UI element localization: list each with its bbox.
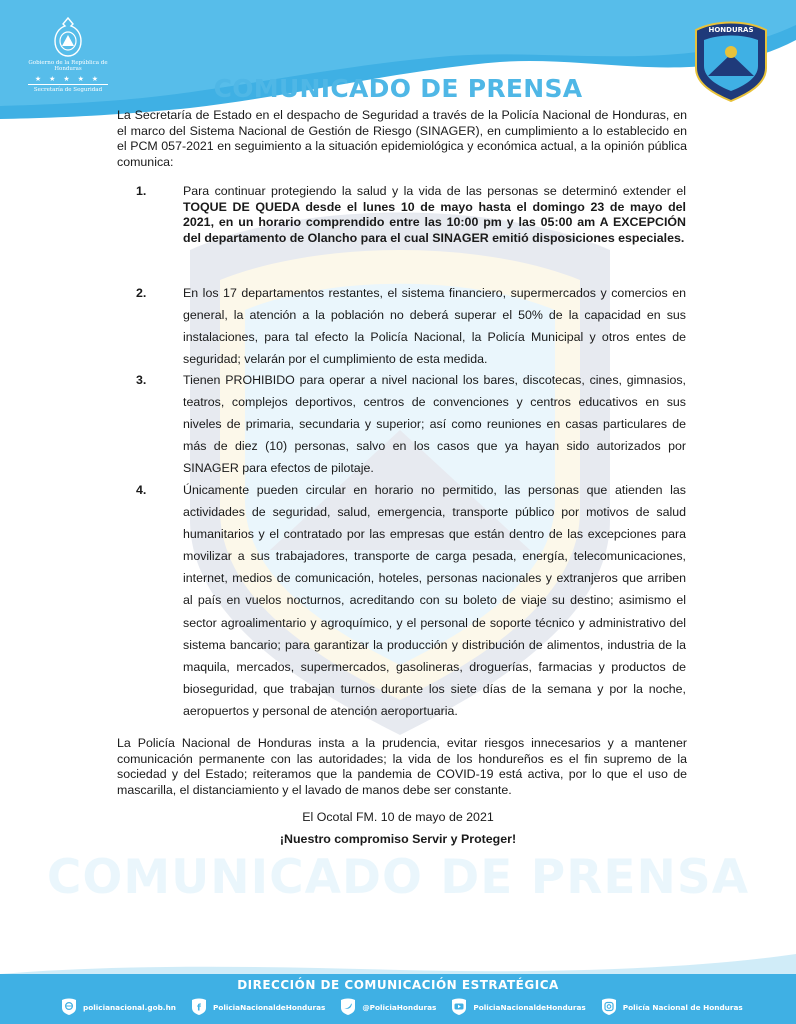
item-text: Tienen PROHIBIDO para operar a nivel nacional los bares, discotecas, cines, gimnasios, teatros, complejos deportivos, centros de convenciones y centros educativos en sus niveles de primaria, secundaria y superior; así como reuniones en casas particulares de más de diez (10) personas, salvo en los casos que ya hayan sido autorizados por SINAGER para efectos de pilotaje. bbox=[183, 373, 686, 475]
motto: ¡Nuestro compromiso Servir y Proteger! bbox=[279, 832, 517, 846]
web-icon bbox=[60, 998, 78, 1016]
social-link-youtube[interactable] bbox=[450, 998, 585, 1016]
social-link-web[interactable] bbox=[60, 998, 176, 1016]
item-text bbox=[183, 184, 686, 246]
intro-paragraph: La Secretaría de Estado en el despacho de Seguridad a través de la Policía Nacional de Honduras, en el marco del Sistema Nacional de Gestión de Riesgo (SINAGER), en cumplimiento a lo establecido en el PCM 057-2021 en seguimiento a la situación epidemiológica y económica actual, a la opinión pública comunica: bbox=[117, 108, 687, 170]
gov-logo-stars: ★ ★ ★ ★ ★ bbox=[34, 76, 102, 83]
list-item bbox=[124, 282, 686, 370]
item-text-regular: Para continuar protegiendo la salud y la vida de las personas se determinó extender el bbox=[183, 184, 686, 198]
item-text-bold: TOQUE DE QUEDA desde el lunes 10 de mayo hasta el domingo 23 de mayo del 2021, en un horario comprendido entre las 10:00 pm y las 05:00 am A EXCEPCIÓN del departamento de Olancho para el cual SINAGER emitió disposiciones especiales. bbox=[183, 199, 686, 245]
closing-paragraph: La Policía Nacional de Honduras insta a la prudencia, evitar riesgos innecesarios y a mantener comunicación permanente con las autoridades; la vida de los hondureños es el fin supremo de la sociedad y del Estado; reiteramos que la pandemia de COVID-19 está activa, por lo que el uso de mascarilla, el distanciamiento y el lavado de manos debe ser constante. bbox=[117, 736, 687, 798]
social-link-label: Policía Nacional de Honduras bbox=[622, 1002, 743, 1012]
social-link-label: policianacional.gob.hn bbox=[83, 1002, 176, 1012]
social-links bbox=[60, 996, 757, 1018]
place-date: El Ocotal FM. 10 de mayo de 2021 bbox=[302, 810, 494, 824]
badge-label: HONDURAS bbox=[708, 26, 754, 34]
item-text: En los 17 departamentos restantes, el sistema financiero, supermercados y comercios en general, la atención a la población no deberá superar el 50% de la capacidad en sus instalaciones, para tal efecto la Policía Nacional, la Policía Municipal y otros entes de seguridad; velarán por el cumplimiento de esta medida. bbox=[183, 286, 686, 366]
social-link-facebook[interactable] bbox=[190, 998, 325, 1016]
item-number: 1. bbox=[136, 184, 147, 198]
footer-title: DIRECCIÓN DE COMUNICACIÓN ESTRATÉGICA bbox=[237, 978, 559, 992]
social-link-label: PoliciaNacionaldeHonduras bbox=[473, 1002, 586, 1012]
item-number: 2. bbox=[136, 286, 147, 300]
list-item bbox=[124, 479, 686, 722]
watermark-text: COMUNICADO DE PRENSA bbox=[46, 850, 750, 905]
social-link-instagram[interactable] bbox=[600, 998, 743, 1016]
gov-logo-line1: Gobierno de la República de Honduras bbox=[28, 60, 108, 72]
youtube-icon bbox=[450, 998, 468, 1016]
instagram-icon bbox=[600, 998, 618, 1016]
gov-logo-line2: Secretaría de Seguridad bbox=[28, 84, 108, 93]
item-number: 3. bbox=[136, 373, 147, 387]
social-link-twitter[interactable] bbox=[339, 998, 436, 1016]
social-link-label: @PoliciaHonduras bbox=[362, 1002, 437, 1012]
svg-text:f: f bbox=[197, 1003, 201, 1014]
document-title: COMUNICADO DE PRENSA bbox=[213, 74, 583, 103]
coat-of-arms-icon bbox=[49, 16, 87, 58]
item-number: 4. bbox=[136, 483, 147, 497]
item-text: Únicamente pueden circular en horario no permitido, las personas que atienden las actividades de seguridad, salud, emergencia, transporte público por motivos de salud humanitarios y el contratado por las empresas que están dentro de las excepciones para movilizar a sus trabajadores, transporte de carga pesada, energía, telecomunicaciones, internet, medios de comunicación, hoteles, personas nacionales y extranjeros que arriben al país en vuelos nocturnos, acreditando con su boleto de viaje su destino; asimismo el sector agroalimentario y agroquímico, y el personal de soporte técnico y administrativo del sistema bancario; para garantizar la producción y distribución de alimentos, industria de la maquila, mercados, supermercados, gasolineras, droguerías, farmacias y productos de bioseguridad, que trabajan turnos durante los siete días de la semana y por la noche, aeropuertos y personal de atención aeroportuaria. bbox=[183, 483, 686, 718]
list-item bbox=[124, 184, 686, 246]
social-link-label: PoliciaNacionaldeHonduras bbox=[212, 1002, 326, 1012]
twitter-icon bbox=[339, 998, 357, 1016]
facebook-icon bbox=[190, 998, 208, 1016]
list-item bbox=[124, 369, 686, 479]
